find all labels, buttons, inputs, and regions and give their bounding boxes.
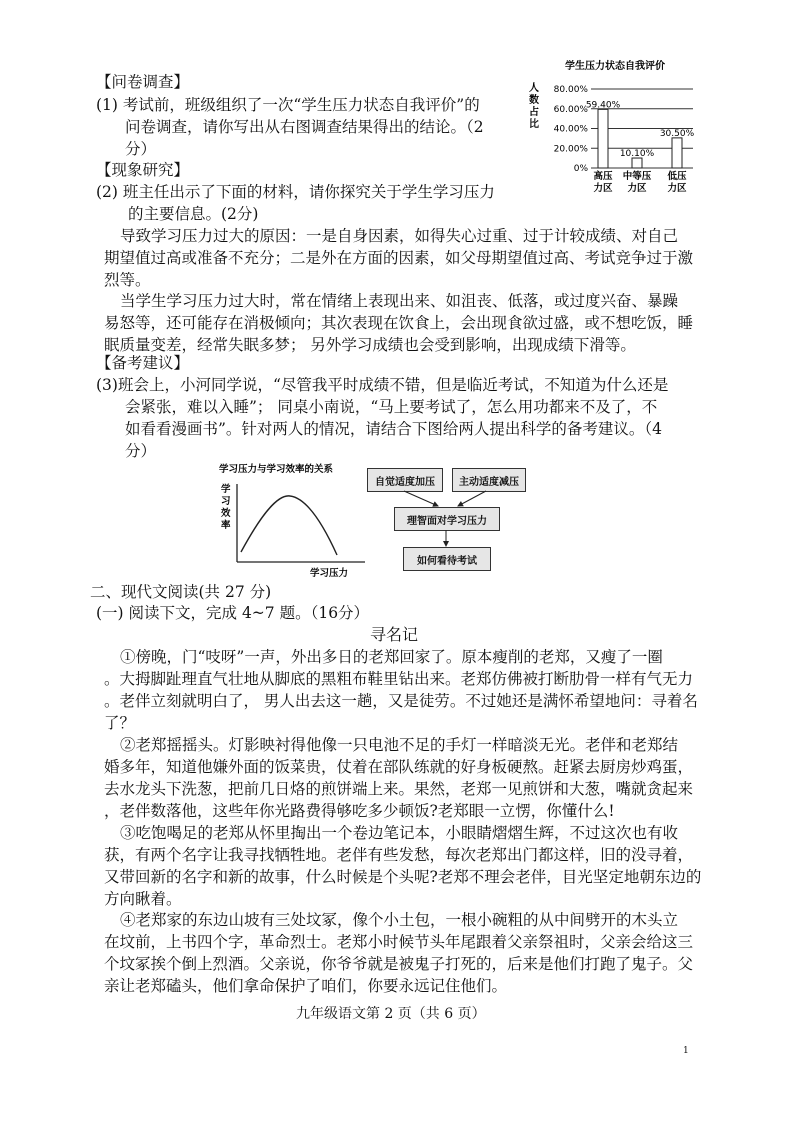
curve-x-label: 学习压力 <box>310 568 349 579</box>
chart-y-label <box>529 81 539 130</box>
chart-y-tick: 80.00% <box>553 85 588 95</box>
chart-y-tick: 60.00% <box>553 104 588 115</box>
section-2-sub: (一) 阅读下文，完成 4~7 题。（16分） <box>96 604 370 622</box>
story-p4-line: 个坟冢挨个倒上烈酒。父亲说，你爷爷就是被鬼子打死的，后来是他们打跑了鬼子。父 <box>104 955 694 973</box>
material-p2-line-1: 当学生学习压力过大时，常在情绪上表现出来、如沮丧、低落，或过度兴奋、暴躁 <box>120 292 679 310</box>
chart-category-label: 力区 <box>627 183 647 194</box>
question-3-line-4: 分） <box>125 442 157 460</box>
chart-category-label: 高压 <box>593 171 613 182</box>
curve-y-label-char: 效 <box>221 508 231 519</box>
material-p1-line-3: 烈等。 <box>104 271 151 289</box>
chart-bar <box>598 109 608 168</box>
question-3-line-2: 会紧张，难以入睡”； 同桌小南说，“马上要考试了，怎么用功都来不及了，不 <box>125 398 658 416</box>
material-p2-line-3: 眠质量变差，经常失眠多梦； 另外学习成绩也会受到影响，出现成绩下滑等。 <box>104 336 636 354</box>
stress-survey-chart <box>525 55 705 200</box>
story-p1-line: 。大拇脚趾理直气壮地从脚底的黑粗布鞋里钻出来。老郑仿佛被打断肋骨一样有气无力 <box>104 670 694 688</box>
curve-y-label <box>221 483 231 531</box>
flow-arrows <box>360 488 540 550</box>
chart-value-label: 30.50% <box>659 128 695 139</box>
question-2-line-1: (2) 班主任出示了下面的材料，请你探究关于学生学习压力 <box>96 183 495 201</box>
material-p2-line-2: 易怒等，还可能存在消极倾向；其次表现在饮食上，会出现食欲过盛，或不想吃饭，睡 <box>104 314 694 332</box>
flow-box-pressure-down: 主动适度减压 <box>452 468 526 492</box>
material-p1-line-1: 导致学习压力过大的原因：一是自身因素，如得失心过重、过于计较成绩、对自己 <box>120 227 679 245</box>
curve-y-label-char: 习 <box>221 496 231 507</box>
story-p2-line: 去水龙头下洗葱，把前几日烙的煎饼端上来。果然，老郑一见煎饼和大葱，嘴就贪起来 <box>104 780 694 798</box>
efficiency-curve <box>241 496 337 555</box>
advice-heading: 【备考建议】 <box>96 354 190 372</box>
material-p1-line-2: 期望值过高或准备不充分；二是外在方面的因素，如父母期望值过高、考试竞争过于激 <box>104 249 694 267</box>
story-p2-line: ，老伴数落他，这些年你光路费得够吃多少顿饭?老郑眼一立愣，你懂什么! <box>104 802 615 820</box>
chart-value-label: 59.40% <box>585 100 621 111</box>
chart-y-label-char: 数 <box>529 95 539 106</box>
story-p1-line: 。老伴立刻就明白了， 男人出去这一趟，又是徒劳。不过她还是满怀希望地问：寻着名 <box>104 692 698 710</box>
story-p4-line: 在坟前，上书四个字，革命烈士。老郑小时候节头年尾跟着父亲祭祖时，父亲会给这三 <box>104 933 694 951</box>
story-title: 寻名记 <box>370 625 419 644</box>
story-p3-line: 又带回新的名字和新的故事，什么时候是个头呢?老郑不理会老伴，目光坚定地朝东边的 <box>104 868 702 886</box>
chart-y-tick: 0% <box>573 164 588 174</box>
chart-y-label-char: 占 <box>529 107 539 118</box>
corner-page-number: 1 <box>683 1046 689 1056</box>
question-3-line-3: 如看看漫画书”。针对两人的情况，请结合下图给两人提出科学的备考建议。（4 <box>125 420 663 438</box>
flow-box-pressure-up: 自觉适度加压 <box>367 468 443 492</box>
question-1-line-2: 问卷调查，请你写出从右图调查结果得出的结论。（2 <box>125 118 484 136</box>
story-p4-line: 亲让老郑磕头，他们拿命保护了咱们，你要永远记住他们。 <box>104 977 508 995</box>
story-p3-line: 方向瞅着。 <box>104 890 182 908</box>
story-p2-line: 婚多年，知道他嫌外面的饭菜贵，仗着在部队练就的好身板硬熬。赶紧去厨房炒鸡蛋， <box>104 758 694 776</box>
question-1-line-3: 分） <box>125 140 157 158</box>
survey-heading: 【问卷调查】 <box>96 73 190 91</box>
section-2-heading: 二、现代文阅读(共 27 分) <box>90 583 272 601</box>
story-p4-line: ④老郑家的东边山坡有三处坟冢，像个小土包，一根小碗粗的从中间劈开的木头立 <box>120 911 679 929</box>
chart-y-tick: 20.00% <box>553 144 588 155</box>
story-p2-line: ②老郑摇摇头。灯影映衬得他像一只电池不足的手灯一样暗淡无光。老伴和老郑结 <box>120 736 679 754</box>
story-p1-line: 了？ <box>104 714 136 732</box>
curve-y-label-char: 学 <box>221 484 231 495</box>
chart-category-label: 力区 <box>593 183 613 194</box>
chart-category-label: 力区 <box>667 183 687 194</box>
chart-bar <box>672 138 682 168</box>
chart-title: 学生压力状态自我评价 <box>565 61 665 72</box>
flow-box-view-exam: 如何看待考试 <box>403 547 491 571</box>
curve-y-label-char: 率 <box>221 520 231 531</box>
story-p3-line: 获，有两个名字让我寻找牺牲地。老伴有些发愁，每次老郑出门都这样，旧的没寻着， <box>104 846 694 864</box>
story-p1-line: ①傍晚，门“吱呀”一声，外出多日的老郑回家了。原本瘦削的老郑，又瘦了一圈 <box>120 648 663 666</box>
phenomenon-heading: 【现象研究】 <box>96 161 190 179</box>
chart-y-label-char: 比 <box>529 119 539 130</box>
stress-efficiency-curve <box>215 462 365 580</box>
chart-bar <box>632 158 642 168</box>
question-1-line-1: (1) 考试前，班级组织了一次“学生压力状态自我评价”的 <box>96 96 480 114</box>
footer-page-info: 九年级语文第 2 页（共 6 页） <box>296 1006 486 1022</box>
curve-title: 学习压力与学习效率的关系 <box>219 464 334 475</box>
question-2-line-2: 的主要信息。(2分) <box>128 205 259 223</box>
chart-y-tick: 40.00% <box>553 124 588 135</box>
question-3-line-1: (3)班会上，小河同学说，“尽管我平时成绩不错，但是临近考试，不知道为什么还是 <box>96 376 669 394</box>
chart-value-label: 10.10% <box>619 149 655 160</box>
flow-box-face-pressure: 理智面对学习压力 <box>394 507 500 531</box>
chart-category-label: 低压 <box>667 171 687 182</box>
chart-category-label: 中等压 <box>622 171 652 182</box>
chart-y-label-char: 人 <box>529 83 539 94</box>
story-p3-line: ③吃饱喝足的老郑从怀里掏出一个卷边笔记本，小眼睛熠熠生辉，不过这次也有收 <box>120 824 679 842</box>
